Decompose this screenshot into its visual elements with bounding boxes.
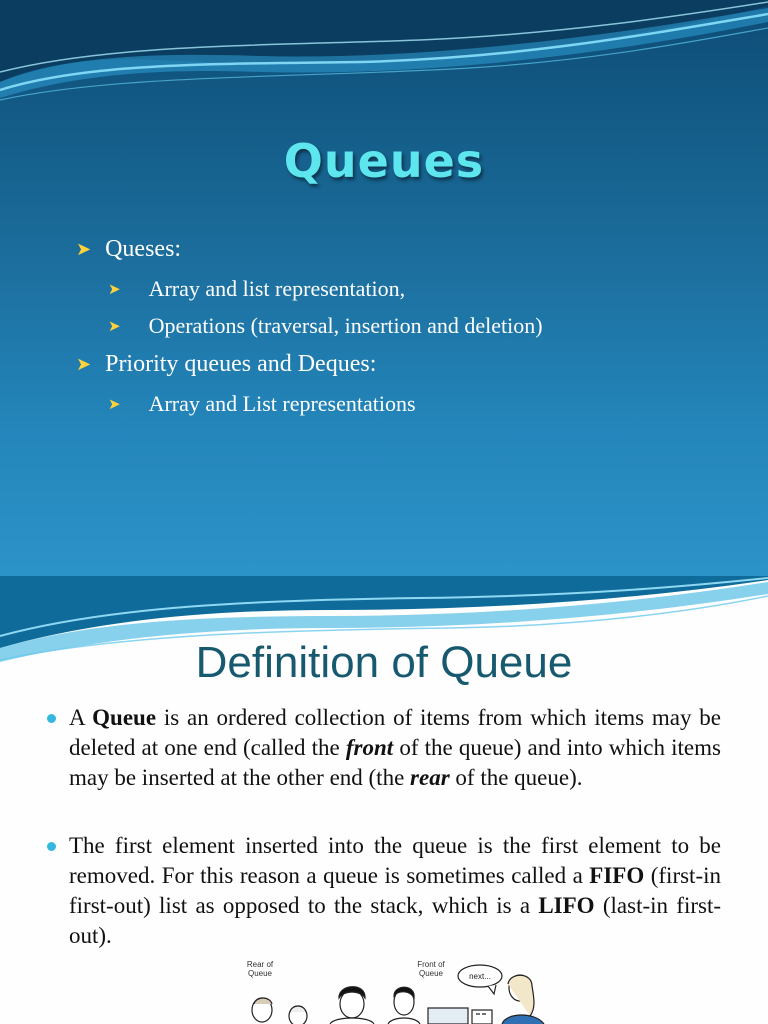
text-run: of the queue) and into which items may be inserted at the other end (the xyxy=(69,735,721,790)
wave-decoration xyxy=(0,0,768,110)
text-run: (first-in first-out) list as opposed to the stack, which is a xyxy=(69,863,721,918)
text-run: of the queue). xyxy=(449,765,583,790)
people-in-line-drawing xyxy=(244,958,554,1024)
sub-bullet-text: Array and List representations xyxy=(148,391,416,416)
slide-definition xyxy=(0,576,768,1024)
bullet-queues xyxy=(76,236,181,263)
bullet-priority-queues xyxy=(76,351,376,378)
bullet-dot-icon xyxy=(47,842,56,851)
arrowhead-icon: ➤ xyxy=(108,281,121,298)
sub-bullet-text: Array and list representation, xyxy=(148,276,406,301)
fifo-paragraph xyxy=(69,831,721,951)
arrowhead-icon: ➤ xyxy=(76,354,92,374)
front-of-queue-label: Front of Queue xyxy=(417,960,445,978)
arrowhead-icon: ➤ xyxy=(76,239,92,259)
term-queue: Queue xyxy=(92,705,157,730)
term-front: front xyxy=(345,735,394,760)
text-run: The first element inserted into the queue is the first element to be removed. For this reason a queue is sometimes called a xyxy=(69,833,721,888)
arrowhead-icon: ➤ xyxy=(108,396,121,413)
text-run: A xyxy=(69,705,93,730)
bullet-text: Queses: xyxy=(105,236,182,262)
term-rear: rear xyxy=(410,765,450,790)
arrowhead-icon: ➤ xyxy=(108,318,121,335)
text-run: is an ordered collection of items from which items may be deleted at one end (called the xyxy=(69,705,721,760)
sub-bullet-array-list-reps xyxy=(108,391,416,417)
slide-title: Definition of Queue xyxy=(195,638,573,687)
speech-text: next... xyxy=(469,972,491,981)
sub-bullet-text: Operations (traversal, insertion and deletion) xyxy=(148,313,543,338)
sub-bullet-array-list xyxy=(108,276,405,302)
definition-paragraph xyxy=(69,703,721,793)
rear-of-queue-label: Rear of Queue xyxy=(246,960,274,978)
queue-illustration xyxy=(244,958,554,1024)
bullet-dot-icon xyxy=(47,714,56,723)
text-run: (last-in first-out). xyxy=(69,893,722,948)
term-fifo: FIFO xyxy=(589,863,645,888)
slide-title: Queues xyxy=(283,134,485,188)
sub-bullet-operations xyxy=(108,313,543,339)
bullet-text: Priority queues and Deques: xyxy=(105,351,377,377)
term-lifo: LIFO xyxy=(538,893,595,918)
